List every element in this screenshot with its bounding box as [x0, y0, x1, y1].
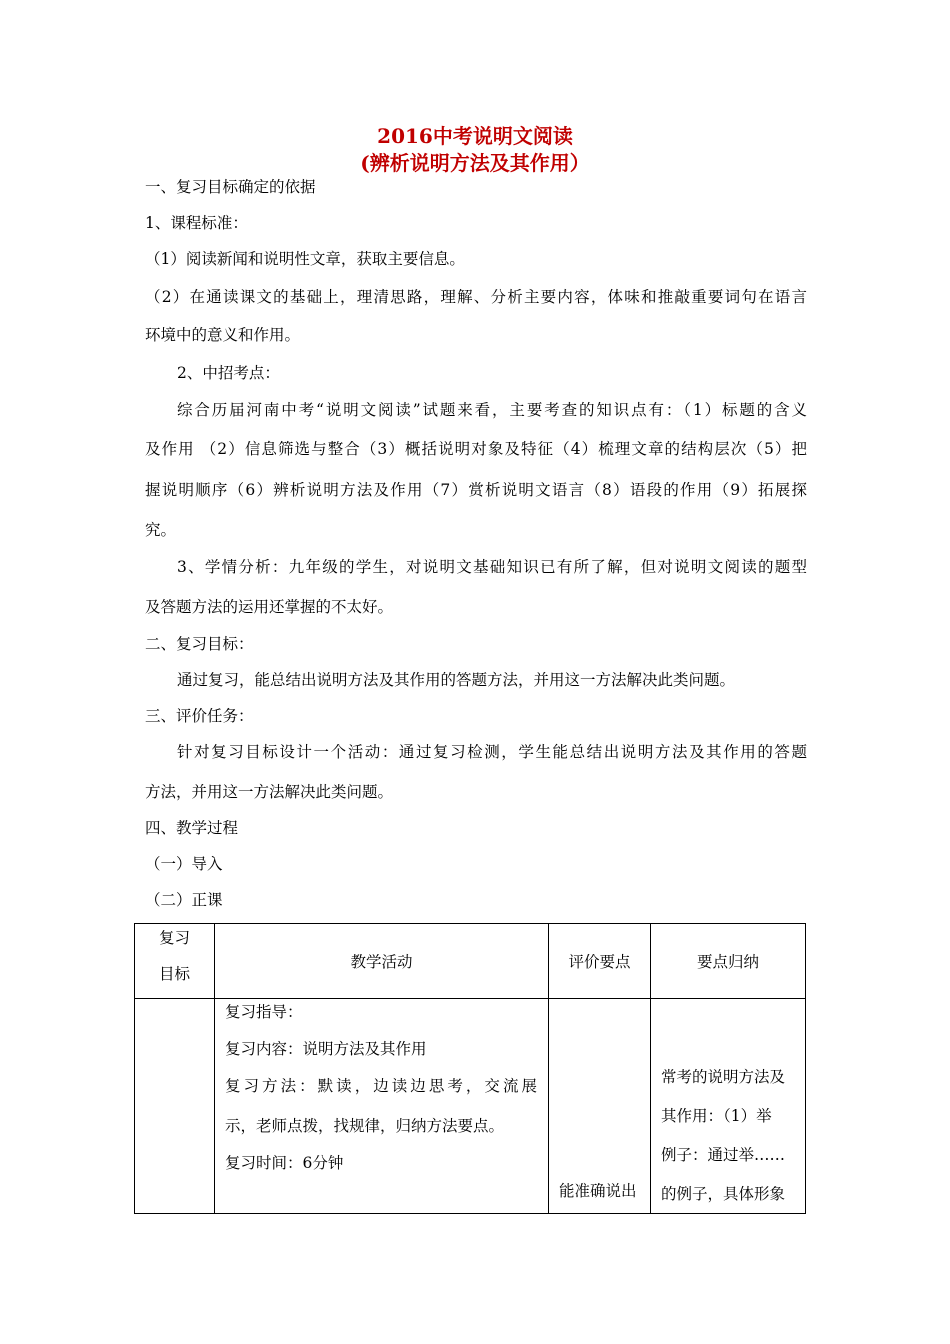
summary-line: 常考的说明方法及	[661, 1068, 786, 1086]
section-1-subheading-exam: 2、中招考点：	[177, 364, 280, 382]
standards-item-1: （1）阅读新闻和说明性文章，获取主要信息。	[145, 250, 465, 268]
lesson-table	[134, 923, 806, 1214]
section-3-text-line-1: 针对复习目标设计一个活动：通过复习检测，学生能总结出说明方法及其作用的答题	[177, 743, 807, 761]
section-4-sub-lesson: （二）正课	[145, 891, 223, 909]
section-2-text: 通过复习，能总结出说明方法及其作用的答题方法，并用这一方法解决此类问题。	[177, 671, 736, 689]
activity-line: 复习内容：说明方法及其作用	[225, 1040, 427, 1058]
standards-item-2-line-2: 环境中的意义和作用。	[145, 326, 301, 344]
summary-line: 其作用：（1）举	[661, 1107, 772, 1125]
activity-cell	[215, 999, 549, 1214]
activity-line: 复习方法：默读，边读边思考，交流展	[225, 1077, 537, 1095]
section-3-heading: 三、评价任务：	[145, 707, 254, 725]
activity-line: 复习指导：	[225, 1003, 303, 1021]
analysis-line-1: 3、学情分析：九年级的学生，对说明文基础知识已有所了解，但对说明文阅读的题型	[177, 558, 807, 576]
activity-line: 复习时间：6分钟	[225, 1154, 344, 1172]
eval-text: 能准确说出	[559, 1182, 637, 1200]
section-4-sub-intro: （一）导入	[145, 855, 223, 873]
document-subtitle: (辨析说明方法及其作用）	[360, 151, 590, 175]
header-eval	[549, 924, 651, 999]
table-header-row	[135, 924, 806, 999]
header-eval-label: 评价要点	[568, 953, 631, 971]
table-row	[135, 999, 806, 1214]
activity-line: 示，老师点拨，找规律，归纳方法要点。	[225, 1117, 505, 1135]
eval-cell	[549, 999, 651, 1214]
goal-cell	[135, 999, 215, 1214]
header-goal-line-1: 复习	[158, 929, 190, 947]
header-summary-label: 要点归纳	[696, 953, 759, 971]
header-activity-label: 教学活动	[350, 953, 413, 971]
summary-cell	[651, 999, 806, 1214]
header-goal-line-2: 目标	[158, 965, 190, 983]
exam-points-line-1: 综合历届河南中考“说明文阅读”试题来看，主要考查的知识点有：（1）标题的含义	[177, 401, 807, 419]
header-goal	[135, 924, 215, 999]
exam-points-line-3: 握说明顺序（6）辨析说明方法及作用（7）赏析说明文语言（8）语段的作用（9）拓展探	[145, 481, 807, 499]
document-title: 2016中考说明文阅读	[377, 124, 573, 148]
section-3-text-line-2: 方法，并用这一方法解决此类问题。	[145, 783, 394, 801]
header-activity	[215, 924, 549, 999]
section-1-subheading-standards: 1、课程标准：	[145, 214, 248, 232]
analysis-line-2: 及答题方法的运用还掌握的不太好。	[145, 598, 394, 616]
section-2-heading: 二、复习目标：	[145, 635, 254, 653]
section-1-heading: 一、复习目标确定的依据	[145, 178, 316, 196]
exam-points-line-2: 及作用 （2）信息筛选与整合（3）概括说明对象及特征（4）梳理文章的结构层次（5）把	[145, 440, 807, 458]
summary-line: 的例子，具体形象	[661, 1185, 786, 1203]
exam-points-line-4: 究。	[145, 521, 177, 539]
standards-item-2-line-1: （2）在通读课文的基础上，理清思路，理解、分析主要内容，体味和推敲重要词句在语言	[145, 288, 807, 306]
summary-line: 例子：通过举……	[661, 1146, 786, 1164]
header-summary	[651, 924, 806, 999]
section-4-heading: 四、教学过程	[145, 819, 239, 837]
